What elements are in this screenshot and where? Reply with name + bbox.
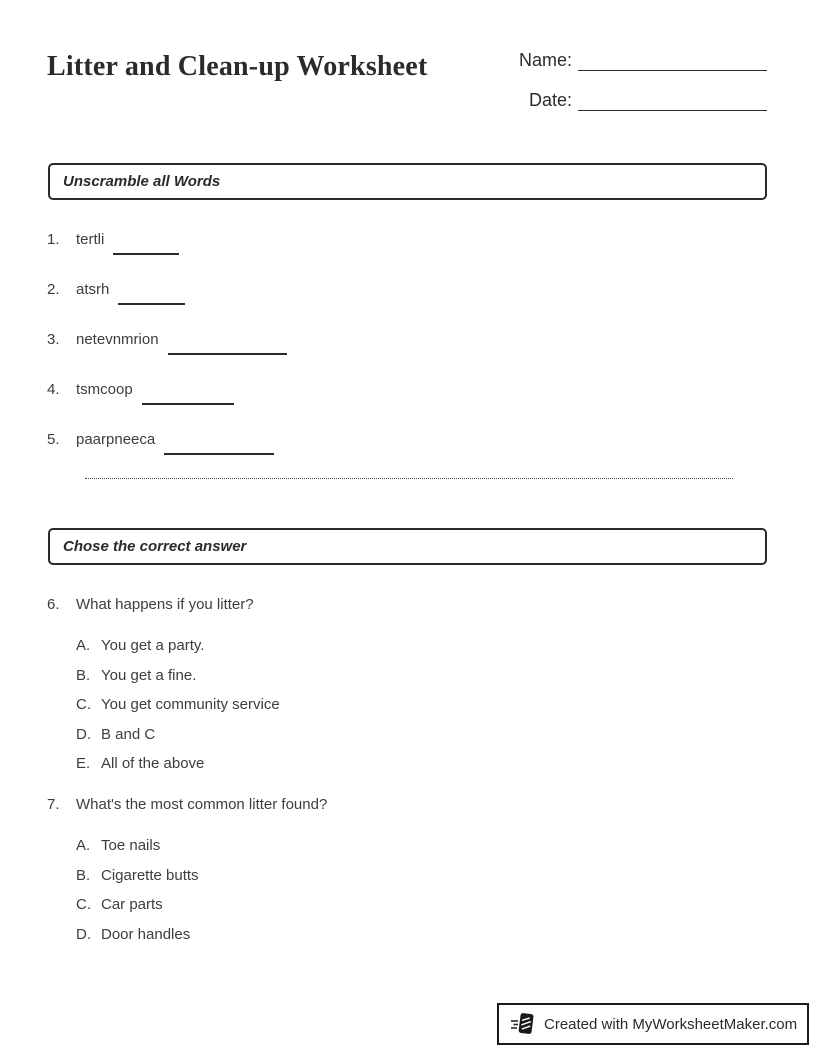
option-letter: C.: [76, 896, 91, 913]
option-text: Door handles: [101, 925, 191, 943]
section-heading-label: Unscramble all Words: [63, 173, 221, 190]
unscramble-item: [47, 231, 287, 253]
option-letter: C.: [76, 696, 91, 713]
question-7: [47, 795, 767, 945]
option-letter: B.: [76, 866, 91, 884]
unscramble-list: [47, 231, 287, 481]
credit-text: Created with MyWorksheetMaker.com: [544, 1015, 798, 1033]
option-text: You get a fine.: [101, 666, 197, 684]
option-row: [76, 725, 767, 745]
unscramble-item: [47, 331, 287, 353]
date-label: Date:: [528, 90, 572, 110]
option-letter: B.: [76, 666, 91, 684]
question-number: 7.: [47, 796, 60, 813]
option-row: [76, 925, 767, 945]
question-number: 6.: [47, 596, 60, 613]
unscramble-item: [47, 431, 287, 453]
date-blank-line: [578, 87, 767, 111]
header: [47, 47, 767, 127]
item-number: 3.: [47, 331, 60, 348]
option-text: Cigarette butts: [101, 866, 199, 884]
option-text: Car parts: [101, 896, 163, 913]
section-heading-label: Chose the correct answer: [63, 538, 247, 555]
options-list: [76, 636, 767, 774]
answer-blank-line: [168, 341, 287, 355]
section-header-unscramble: [48, 163, 767, 200]
scrambled-word: tsmcoop: [76, 381, 133, 398]
option-letter: E.: [76, 755, 91, 772]
option-text: All of the above: [101, 755, 205, 772]
date-field-row: [510, 87, 767, 111]
questions-block: [47, 595, 767, 966]
name-date-block: [510, 47, 767, 127]
scrambled-word: atsrh: [76, 281, 110, 298]
option-row: [76, 666, 767, 686]
option-text: You get community service: [101, 696, 280, 713]
name-field-row: [510, 47, 767, 71]
dotted-divider: [85, 478, 733, 479]
unscramble-item: [47, 381, 287, 403]
answer-blank-line: [142, 391, 234, 405]
question-text: What happens if you litter?: [76, 596, 254, 613]
item-number: 1.: [47, 231, 60, 248]
option-row: [76, 636, 767, 656]
scrambled-word: netevnmrion: [76, 331, 159, 348]
scrambled-word: paarpneeca: [76, 431, 156, 448]
answer-blank-line: [113, 241, 179, 255]
question-text: What's the most common litter found?: [76, 796, 328, 813]
option-letter: D.: [76, 925, 91, 943]
question-6: [47, 595, 767, 774]
name-blank-line: [578, 47, 767, 71]
flying-worksheet-icon: [510, 1010, 536, 1038]
option-text: You get a party.: [101, 637, 205, 654]
option-letter: A.: [76, 637, 91, 654]
option-row: [76, 866, 767, 886]
answer-blank-line: [164, 441, 274, 455]
worksheet-maker-credit-link[interactable]: [497, 1003, 809, 1045]
name-label: Name:: [518, 50, 572, 70]
option-row: [76, 695, 767, 715]
question-text-row: [47, 595, 767, 615]
page-title: Litter and Clean-up Worksheet: [47, 51, 428, 82]
option-row: [76, 895, 767, 915]
options-list: [76, 836, 767, 945]
section-header-multiple-choice: [48, 528, 767, 565]
scrambled-word: tertli: [76, 231, 105, 248]
question-text-row: [47, 795, 767, 815]
option-letter: A.: [76, 837, 91, 854]
unscramble-item: [47, 281, 287, 303]
option-text: Toe nails: [101, 837, 161, 854]
option-row: [76, 754, 767, 774]
option-letter: D.: [76, 725, 91, 743]
item-number: 4.: [47, 381, 60, 398]
option-row: [76, 836, 767, 856]
item-number: 5.: [47, 431, 60, 448]
option-text: B and C: [101, 725, 156, 743]
item-number: 2.: [47, 281, 60, 298]
answer-blank-line: [118, 291, 185, 305]
